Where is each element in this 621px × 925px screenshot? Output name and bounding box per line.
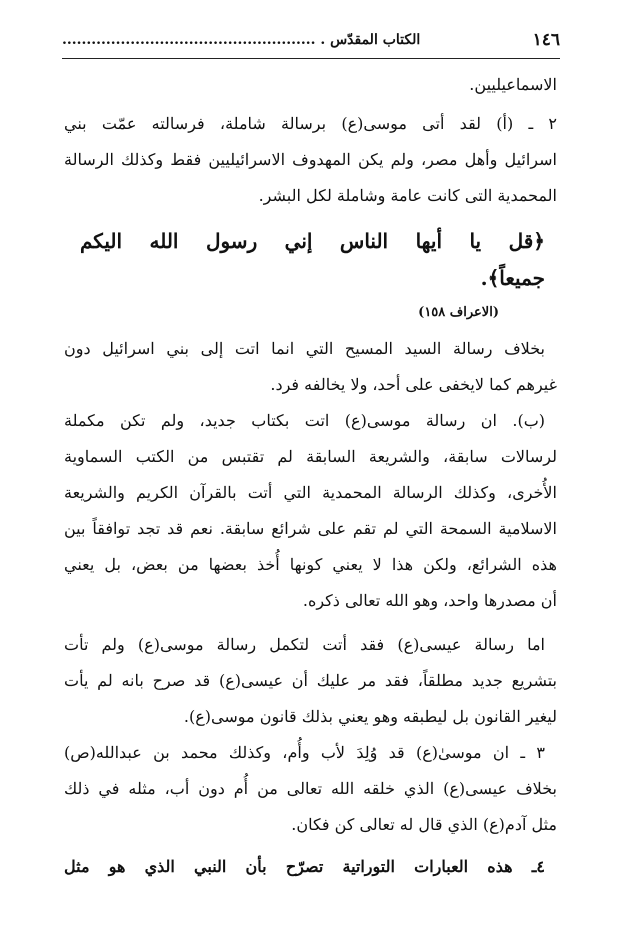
text-line: الاسماعيليين.	[469, 75, 557, 94]
text-line: مثل آدم(ع) الذي قال له تعالى كن فكان.	[291, 815, 557, 834]
verse-reference: (الاعراف ١٥٨)	[418, 305, 499, 320]
text-line: بتشريع جديد مطلقاً، فقد مر عليك أن عيسى(ع) قد صرح بانه لم يأت	[64, 671, 557, 690]
text-line: لرسالات سابقة، والشريعة السابقة لم تقتبس من الكتب السماوية	[64, 447, 557, 466]
text-line: اما رسالة عيسى(ع) فقد أتت لتكمل رسالة موسى(ع) ولم تأت	[64, 635, 545, 654]
text-line: الاسلامية السمحة التي لم تقم على شرائع سابقة. نعم قد تجد توافقاً بين	[64, 519, 557, 538]
text-line: غيرهم كما لايخفى على أحد، ولا يخالفه فرد.	[270, 375, 557, 394]
text-line: ٣ ـ ان موسىٰ(ع) قد وُلِدَ لأب وأُم، وكذلك محمد بن عبدالله(ص)	[64, 743, 545, 762]
text-line: بخلاف رسالة السيد المسيح التي انما اتت إلى بني اسرائيل دون	[64, 339, 545, 358]
header-rule	[62, 58, 560, 59]
page-header	[62, 30, 560, 56]
text-line: ليغير القانون بل ليطبقه وهو يعني بذلك قانون موسى(ع).	[183, 707, 557, 726]
page-number: ١٤٦	[532, 30, 560, 50]
quran-verse-line: ﴿قل يا أيها الناس إني رسول الله اليكم	[80, 229, 545, 253]
text-line: ٢ ـ (أ) لقد أتى موسى(ع) برسالة شاملة، فرسالته عمّت بني	[64, 114, 557, 133]
text-line: أن مصدرها واحد، وهو الله تعالى ذكره.	[302, 591, 557, 610]
text-line: (ب). ان رسالة موسى(ع) اتت بكتاب جديد، ولم تكن مكملة	[64, 411, 545, 430]
running-title: الكتاب المقدّس . ....................................................	[62, 32, 421, 48]
text-line: بخلاف عيسى(ع) الذي خلقه الله تعالى من أُم دون أب، مثله في ذلك	[64, 779, 557, 798]
quran-verse-line: جميعاً﴾.	[480, 266, 545, 290]
text-line: المحمدية التى كانت عامة وشاملة لكل البشر.	[258, 186, 557, 205]
text-line: اسرائيل وأهل مصر، ولم يكن المهدوف الاسرائيليين فقط وكذلك الرسالة	[64, 150, 557, 169]
text-line: الأُخرى، وكذلك الرسالة المحمدية التي أتت بالقرآن الكريم والشريعة	[64, 483, 557, 502]
text-line: هذه الشرائع، ولكن هذا لا يعني كونها أُخذ بعضها من بعض، بل يعني	[64, 555, 557, 574]
text-line: ٤ـ هذه العبارات التوراتية تصرّح بأن النبي الذي هو مثل	[64, 857, 545, 876]
